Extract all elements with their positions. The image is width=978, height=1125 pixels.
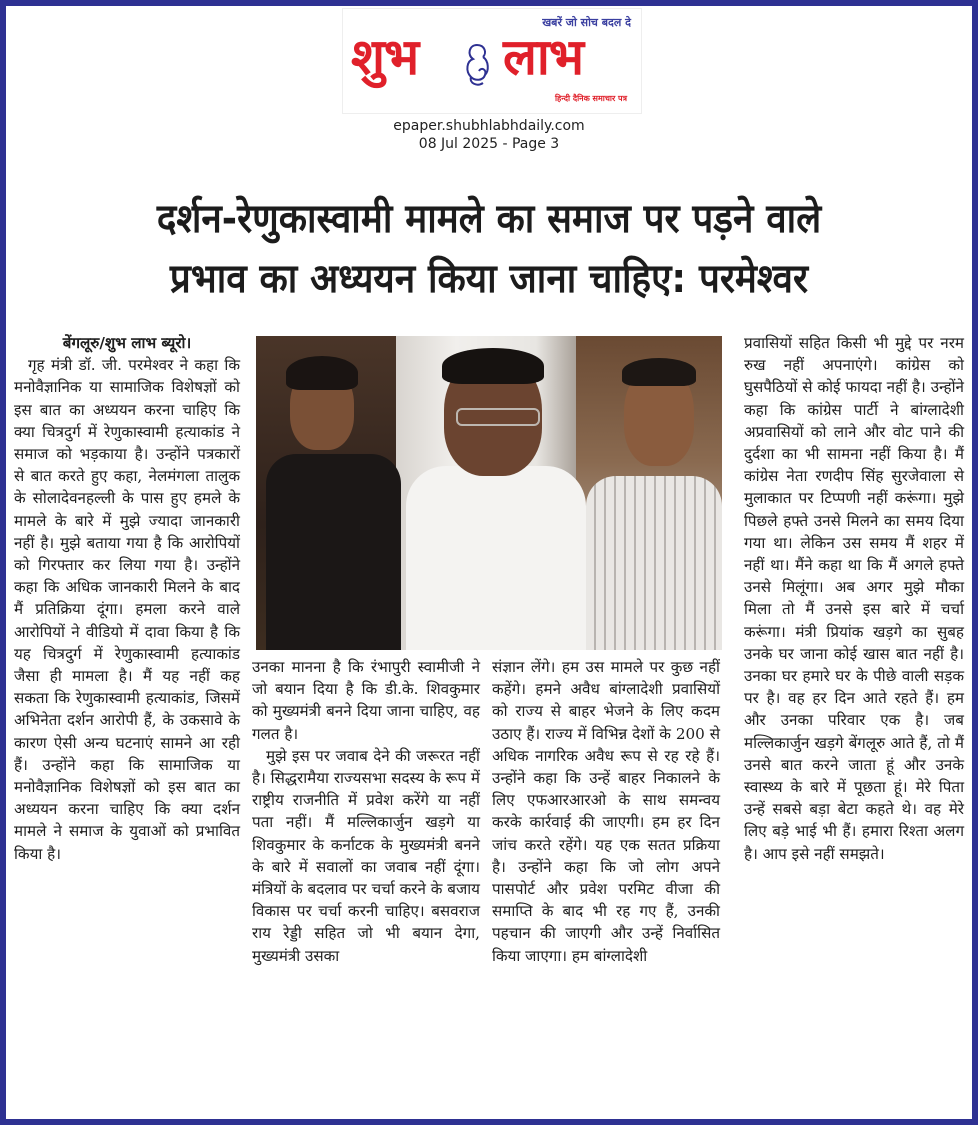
article-paragraph: संज्ञान लेंगे। हम उस मामले पर कुछ नहीं कहेंगे। हमने अवैध बांग्लादेशी प्रवासियों को राज्य से बाहर भेजने के लिए कदम उठाए हैं। राज्य में विभिन्न देशों के 200 से अधिक नागरिक अवैध रूप से रह रहे हैं। उन्होंने कहा कि उन्हें बाहर निकालने के लिए एफआरआरओ के साथ समन्वय करके कार्रवाई की जाएगी। हम हर दिन जांच करते रहेंगे। यह एक सतत प्रक्रिया है। उन्होंने कहा कि जो लोग अपने पासपोर्ट और प्रवेश परमिट वीजा की समाप्ति के बाद भी रह गए हैं, उनकी पहचान की जाएगी और उन्हें निर्वासित किया जाएगा। हम बांग्लादेशी [492,658,720,965]
article-dateline: बेंगलूरु/शुभ लाभ ब्यूरो। [62,334,192,352]
person-center-hair [442,348,544,384]
article-column-2 [252,656,480,967]
ganesha-icon [457,41,497,89]
headline-line-2: प्रभाव का अध्ययन किया जाना चाहिए: परमेश्वर [169,256,809,302]
article-paragraph: गृह मंत्री डॉ. जी. परमेश्वर ने कहा कि मनोवैज्ञानिक या सामाजिक विशेषज्ञों को इस बात का अध्ययन करना चाहिए कि क्या चित्रदुर्ग में रेणुकास्वामी हत्याकांड ने समाज को भड़काया है। उन्होंने पत्रकारों से बात करते हुए कहा, नेलमंगला तालुक के सोलादेवनहल्ली के पास हुए हमले के मामले के बारे में मुझे ज्यादा जानकारी नहीं है। मुझे बताया गया है कि आरोपियों को गिरफ्तार कर लिया गया है। उन्होंने कहा कि अधिक जानकारी मिलने के बाद मैं प्रतिक्रिया दूंगा। हमला करने वाले आरोपियों ने वीडियो में दावा किया है कि यह चित्रदुर्ग में रेणुकास्वामी हत्याकांड जैसा ही मामला है। मैं यह नहीं कह सकता कि रेणुकास्वामी हत्याकांड, जिसमें अभिनेता दर्शन आरोपी हैं, के उकसावे के कारण ऐसी अन्य घटनाएं सामने आ रही हैं। उन्होंने कहा कि सामाजिक या मनोवैज्ञानिक विशेषज्ञों को इस बात का अध्ययन करना चाहिए कि क्या दर्शन मामले ने समाज के युवाओं को प्रभावित किया है। [14,356,240,863]
article-column-3 [492,656,720,967]
article-paragraph: उनका मानना है कि रंभापुरी स्वामीजी ने जो बयान दिया है कि डी.के. शिवकुमार को मुख्यमंत्री बनने दिया जाना चाहिए, वह गलत है। [252,658,480,743]
masthead-logo[interactable] [342,8,642,114]
epaper-page [6,6,972,1119]
headline-line-1: दर्शन-रेणुकास्वामी मामले का समाज पर पड़ने वाले [156,196,822,242]
person-center-body [406,466,586,650]
masthead-subtag: हिन्दी दैनिक समाचार पत्र [554,94,627,103]
person-left-hair [286,356,358,390]
person-right-body [586,476,722,650]
logo-word-labh: लाभ [503,27,583,86]
article-column-4 [744,332,964,865]
masthead-tagline: खबरें जो सोच बदल दे [542,16,631,29]
logo-word-shubh: शुभ [351,27,419,86]
article-paragraph: प्रवासियों सहित किसी भी मुद्दे पर नरम रुख नहीं अपनाएंगे। कांग्रेस को घुसपैठियों से कोई फायदा नहीं है। उन्होंने कहा कि कांग्रेस पार्टी ने बांग्लादेशी अप्रवासियों को लाने और वोट पाने की दुर्दशा का भी सामना नहीं किया है। मैं कांग्रेस नेता रणदीप सिंह सुरजेवाला से मुलाकात पर टिप्पणी नहीं करूंगा। मुझे पिछले हफ्ते उनसे मिलने का समय दिया गया था। लेकिन उस समय मैं शहर में नहीं था। मैंने कहा था कि मैं अगले हफ्ते उनसे मिलूंगा। अब अगर मुझे मौका मिला तो मैं उनसे इस बारे में चर्चा करूंगा। मंत्री प्रियांक खड़गे का सुबह उनके घर जाना कोई खास बात नहीं है। उनका घर हमारे घर के पीछे वाली सड़क पर है। वह हर दिन आते रहते हैं। हम और उनका परिवार एक है। जब मल्लिकार्जुन खड़गे बेंगलूरु आते हैं, तो मैं उनसे बात करने जाता हूं और उनके स्वास्थ्य के बारे में पूछता हूं। मेरे पिता उन्हें सबसे बड़ा बेटा कहते थे। वह मेरे लिए बड़े भाई भी हैं। हमारा रिश्ता अलग है। आप इसे नहीं समझते। [744,334,964,863]
person-right-hair [622,358,696,386]
source-date-page: 08 Jul 2025 - Page 3 [418,136,560,152]
person-center-glasses [456,408,540,426]
source-website: epaper.shubhlabhdaily.com [393,118,585,134]
article-column-1 [14,332,240,865]
article-paragraph: मुझे इस पर जवाब देने की जरूरत नहीं है। सिद्धरामैया राज्यसभा सदस्य के रूप में राष्ट्रीय राजनीति में प्रवेश करेंगे या नहीं पता नहीं। मैं मल्लिकार्जुन खड़गे या शिवकुमार के कर्नाटक के मुख्यमंत्री बनने के बारे में सवालों का जवाब नहीं दूंगा। मंत्रियों के बदलाव पर चर्चा करने के बजाय विकास पर चर्चा करनी चाहिए। बसवराज राय रेड्डी सहित जो भी बयान देगा, मुख्यमंत्री उसका [252,746,480,965]
article-photo [256,336,722,650]
person-left-body [266,454,401,650]
